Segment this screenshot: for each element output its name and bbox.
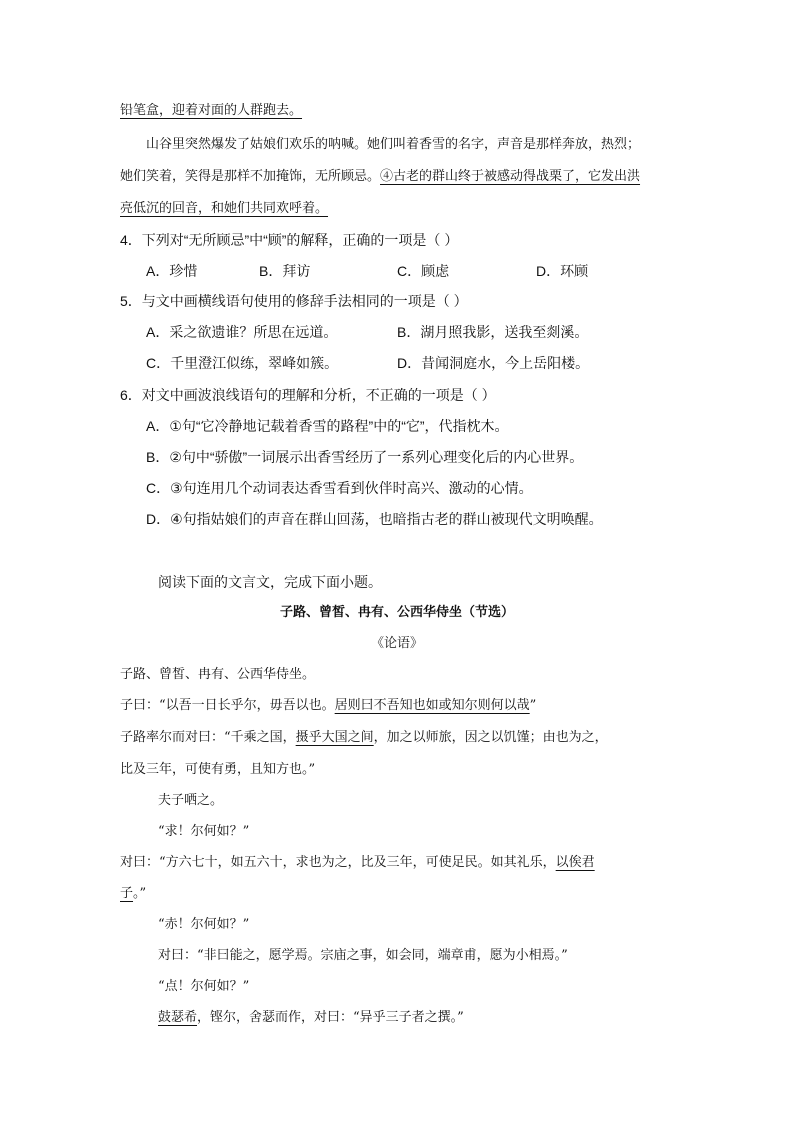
reading-p3-rest: ，加之以师旅，因之以饥馑；由也为之， — [373, 730, 608, 745]
reading-paragraph-2 — [120, 699, 536, 712]
passage-line-3 — [120, 170, 640, 183]
passage-line-3-plain: 她们笑着，笑得是那样不加掩饰，无所顾忌。 — [120, 169, 381, 184]
question-5-option-c[interactable]: C．千里澄江似练，翠峰如簇。 — [146, 355, 339, 371]
question-6-option-d[interactable]: D．④句指姑娘们的声音在群山回荡，也暗指古老的群山被现代文明唤醒。 — [146, 511, 603, 527]
question-4-option-b[interactable]: B．拜访 — [259, 263, 311, 279]
reading-p6-end: 。” — [133, 886, 147, 901]
reading-paragraph-6 — [120, 856, 595, 869]
reading-paragraph-3-cont: 比及三年，可使有勇，且知方也。” — [120, 762, 316, 777]
reading-title: 子路、曾皙、冉有、公西华侍坐（节选） — [279, 605, 514, 620]
question-5-option-b[interactable]: B．湖月照我影，送我至剡溪。 — [397, 324, 589, 340]
reading-p6-underlined: 以俟君 — [555, 855, 595, 870]
reading-p10-underlined: 鼓瑟希 — [158, 1010, 198, 1025]
reading-p2-end: ” — [529, 698, 537, 713]
question-6-stem: 6．对文中画波浪线语句的理解和分析，不正确的一项是（ ） — [120, 387, 496, 403]
question-5-option-a[interactable]: A．采之欲遗谁？所思在远道。 — [146, 324, 338, 340]
question-4-option-d[interactable]: D．环顾 — [536, 263, 589, 279]
question-6-option-b[interactable]: B．②句中“骄傲”一词展示出香雪经历了一系列心理变化后的内心世界。 — [146, 449, 584, 465]
reading-p3-plain: 子路率尔而对曰：“千乘之国， — [120, 730, 296, 745]
reading-paragraph-10 — [158, 1011, 464, 1024]
reading-paragraph-1: 子路、曾皙、冉有、公西华侍坐。 — [120, 667, 316, 682]
reading-p6-plain: 对曰：“方六七十，如五六十，求也为之，比及三年，可使足民。如其礼乐， — [120, 855, 556, 870]
reading-paragraph-5: “求！尔何如？” — [158, 824, 250, 839]
reading-paragraph-9: “点！尔何如？” — [158, 979, 250, 994]
question-5-option-d[interactable]: D．昔闻洞庭水，今上岳阳楼。 — [397, 355, 590, 371]
reading-paragraph-7: “赤！尔何如？” — [158, 917, 250, 932]
question-5-stem: 5．与文中画横线语句使用的修辞手法相同的一项是（ ） — [120, 293, 468, 309]
passage-line-2: 山谷里突然爆发了姑娘们欢乐的呐喊。她们叫着香雪的名字，声音是那样奔放，热烈； — [146, 137, 641, 152]
reading-p3-underlined: 摄乎大国之间 — [295, 730, 374, 745]
reading-paragraph-4: 夫子哂之。 — [158, 793, 224, 808]
question-4-option-c[interactable]: C．顾虑 — [397, 263, 450, 279]
reading-p2-underlined: 居则曰不吾知也如或知尔则何以哉 — [334, 698, 530, 713]
question-6-option-c[interactable]: C．③句连用几个动词表达香雪看到伙伴时高兴、激动的心情。 — [146, 480, 533, 496]
reading-paragraph-3 — [120, 731, 608, 744]
reading-instruction: 阅读下面的文言文，完成下面小题。 — [158, 574, 382, 590]
reading-paragraph-6-cont — [120, 887, 146, 900]
reading-p2-plain: 子曰：“以吾一日长乎尔，毋吾以也。 — [120, 698, 335, 713]
reading-p6-underlined-cont: 子 — [120, 886, 134, 901]
question-6-option-a[interactable]: A．①句“它冷静地记载着香雪的路程”中的“它”，代指枕木。 — [146, 418, 509, 434]
question-4-stem: 4．下列对“无所顾忌”中“顾”的解释，正确的一项是（ ） — [120, 232, 459, 248]
passage-line-1: 铅笔盒，迎着对面的人群跑去。 — [120, 103, 303, 118]
passage-line-4: 亮低沉的回音，和她们共同欢呼着。 — [120, 201, 329, 216]
reading-source: 《论语》 — [370, 636, 423, 651]
reading-p10-rest: ，铿尔，舍瑟而作，对曰：“异乎三子者之撰。” — [197, 1010, 464, 1025]
reading-paragraph-8: 对曰：“非曰能之，愿学焉。宗庙之事，如会同，端章甫，愿为小相焉。” — [158, 948, 568, 963]
question-4-option-a[interactable]: A．珍惜 — [146, 263, 198, 279]
passage-line-3-underlined: ④古老的群山终于被感动得战栗了，它发出洪 — [380, 169, 641, 184]
